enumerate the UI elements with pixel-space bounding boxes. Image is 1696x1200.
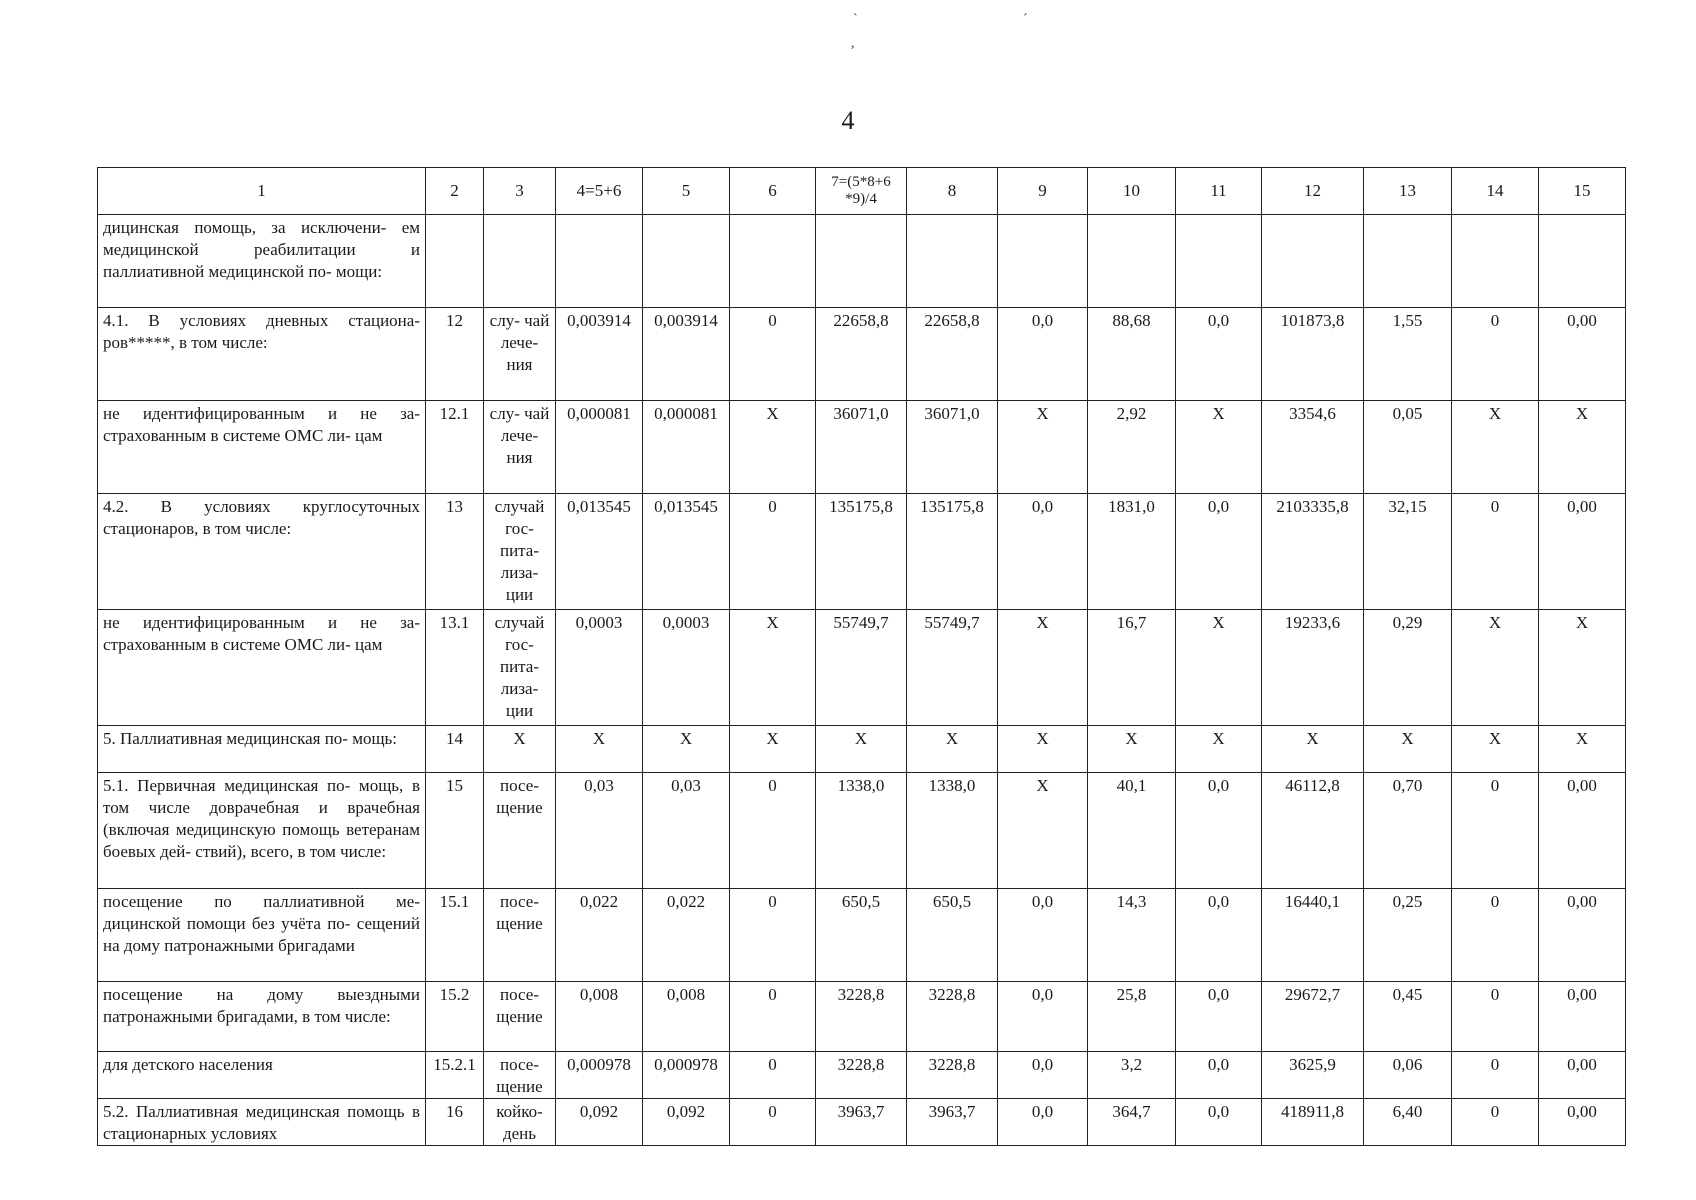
table-cell: 16,7 (1088, 610, 1176, 726)
table-cell: 0 (1452, 889, 1539, 982)
table-cell: X (1539, 610, 1626, 726)
table-cell: 418911,8 (1262, 1099, 1364, 1146)
table-cell: X (998, 773, 1088, 889)
unit-cell: посе- щение (484, 773, 556, 889)
row-label: 5.1. Первичная медицинская по- мощь, в том числе доврачебная и врачебная (включая медицинскую помощь ветеранам боевых дей- ствий), всего, в том числе: (98, 773, 426, 889)
table-cell: 0,00 (1539, 1052, 1626, 1099)
row-label: не идентифицированным и не за- страхованным в системе ОМС ли- цам (98, 610, 426, 726)
table-cell: 3625,9 (1262, 1052, 1364, 1099)
table-cell: 88,68 (1088, 308, 1176, 401)
column-header: 2 (426, 168, 484, 215)
table-row (98, 982, 1626, 1052)
table-cell: 0,06 (1364, 1052, 1452, 1099)
table-cell: 3354,6 (1262, 401, 1364, 494)
table-cell: 0 (1452, 308, 1539, 401)
table-cell: 0 (1452, 1052, 1539, 1099)
table-cell: X (730, 610, 816, 726)
table-cell: 2103335,8 (1262, 494, 1364, 610)
scan-speck: ˋ (853, 12, 858, 27)
table-cell: 0,013545 (556, 494, 643, 610)
table-cell: X (1262, 726, 1364, 773)
table-cell: 0,0 (1176, 982, 1262, 1052)
table-cell: 0 (730, 982, 816, 1052)
table-cell: X (1088, 726, 1176, 773)
column-header: 9 (998, 168, 1088, 215)
table-cell: 0 (730, 773, 816, 889)
column-header: 12 (1262, 168, 1364, 215)
table-cell: 0,013545 (643, 494, 730, 610)
table-cell: 0,0 (1176, 889, 1262, 982)
table-cell: 3228,8 (816, 1052, 907, 1099)
unit-cell: посе- щение (484, 1052, 556, 1099)
column-header: 11 (1176, 168, 1262, 215)
table-cell: 22658,8 (816, 308, 907, 401)
row-label: 5.2. Паллиативная медицинская помощь в стационарных условиях (98, 1099, 426, 1146)
table-cell: 0,0003 (556, 610, 643, 726)
table-cell: 0,000081 (556, 401, 643, 494)
scan-speck: ˊ (1023, 12, 1028, 27)
table-cell: 14,3 (1088, 889, 1176, 982)
table-cell: 0,0 (1176, 1052, 1262, 1099)
table-row (98, 610, 1626, 726)
row-label: 5. Паллиативная медицинская по- мощь: (98, 726, 426, 773)
table-cell: 55749,7 (907, 610, 998, 726)
table-cell: 3963,7 (907, 1099, 998, 1146)
unit-cell (484, 215, 556, 308)
table-cell: 55749,7 (816, 610, 907, 726)
table-cell: 15.2.1 (426, 1052, 484, 1099)
table-cell: 1,55 (1364, 308, 1452, 401)
table-cell: 0 (730, 308, 816, 401)
table-cell: 3,2 (1088, 1052, 1176, 1099)
table-cell: X (1539, 726, 1626, 773)
column-header: 15 (1539, 168, 1626, 215)
data-table (97, 167, 1626, 1146)
table-cell: 0,0 (998, 494, 1088, 610)
table-cell: 0,45 (1364, 982, 1452, 1052)
table-cell: X (998, 401, 1088, 494)
table-cell: 0,00 (1539, 308, 1626, 401)
table-cell: 650,5 (816, 889, 907, 982)
table-cell: 3228,8 (907, 982, 998, 1052)
table-cell: 0 (1452, 982, 1539, 1052)
column-header: 13 (1364, 168, 1452, 215)
table-cell: 12.1 (426, 401, 484, 494)
table-cell: 13.1 (426, 610, 484, 726)
table-cell (998, 215, 1088, 308)
table-cell: 40,1 (1088, 773, 1176, 889)
table-cell: 29672,7 (1262, 982, 1364, 1052)
table-cell: 0,0 (1176, 773, 1262, 889)
table-cell: X (1364, 726, 1452, 773)
column-header: 3 (484, 168, 556, 215)
table-cell: 0 (1452, 1099, 1539, 1146)
table-cell: 15.2 (426, 982, 484, 1052)
table-cell (907, 215, 998, 308)
table-row (98, 1052, 1626, 1099)
table-cell: 650,5 (907, 889, 998, 982)
row-label: 4.2. В условиях круглосуточных стационаров, в том числе: (98, 494, 426, 610)
table-cell: 0,00 (1539, 1099, 1626, 1146)
table-cell: 0,0 (998, 889, 1088, 982)
table-cell: 0,000978 (556, 1052, 643, 1099)
table-cell: 364,7 (1088, 1099, 1176, 1146)
table-cell: X (1452, 726, 1539, 773)
table-row (98, 308, 1626, 401)
table-cell: 0,0 (998, 1052, 1088, 1099)
table-cell: 0 (730, 1099, 816, 1146)
table-row (98, 726, 1626, 773)
table-cell: X (1176, 726, 1262, 773)
row-label: дицинская помощь, за исключени- ем медицинской реабилитации и паллиативной медицинской по- мощи: (98, 215, 426, 308)
table-cell: X (1452, 401, 1539, 494)
table-row (98, 215, 1626, 308)
table-cell: X (816, 726, 907, 773)
table-cell (1176, 215, 1262, 308)
table-cell: 0,008 (556, 982, 643, 1052)
scan-speck: , (851, 36, 855, 51)
table-cell: 0,00 (1539, 889, 1626, 982)
table-cell: 0,03 (556, 773, 643, 889)
table-cell: 0,008 (643, 982, 730, 1052)
table-cell: 0,00 (1539, 773, 1626, 889)
table-cell: 0 (1452, 773, 1539, 889)
table-cell: 0,03 (643, 773, 730, 889)
table-cell: 0,000978 (643, 1052, 730, 1099)
table-cell: 16 (426, 1099, 484, 1146)
table-cell: 0,022 (643, 889, 730, 982)
column-header: 6 (730, 168, 816, 215)
table-cell: X (556, 726, 643, 773)
column-header: 4=5+6 (556, 168, 643, 215)
unit-cell: слу- чай лече- ния (484, 401, 556, 494)
table-cell: 0,25 (1364, 889, 1452, 982)
column-header: 1 (98, 168, 426, 215)
table-cell: 15 (426, 773, 484, 889)
table-cell: 32,15 (1364, 494, 1452, 610)
table-cell: X (1539, 401, 1626, 494)
table-cell: X (730, 401, 816, 494)
table-cell: X (643, 726, 730, 773)
unit-cell: случай гос- пита- лиза- ции (484, 494, 556, 610)
table-cell (816, 215, 907, 308)
table-cell: X (1176, 401, 1262, 494)
column-header: 5 (643, 168, 730, 215)
table-cell: 0 (730, 889, 816, 982)
table-row (98, 494, 1626, 610)
table-row (98, 401, 1626, 494)
table-cell: 0 (1452, 494, 1539, 610)
table-cell: 19233,6 (1262, 610, 1364, 726)
table-cell: 6,40 (1364, 1099, 1452, 1146)
table-cell: 0 (730, 1052, 816, 1099)
table-cell: 0,0 (998, 308, 1088, 401)
table-cell (426, 215, 484, 308)
table-cell: X (907, 726, 998, 773)
row-label: не идентифицированным и не за- страхованным в системе ОМС ли- цам (98, 401, 426, 494)
column-header: 7=(5*8+6 *9)/4 (816, 168, 907, 215)
unit-cell: койко- день (484, 1099, 556, 1146)
table-body (98, 215, 1626, 1146)
table-cell: X (730, 726, 816, 773)
table-cell: 12 (426, 308, 484, 401)
table-cell: 0 (730, 494, 816, 610)
table-cell: 0,092 (643, 1099, 730, 1146)
row-label: посещение по паллиативной ме- дицинской помощи без учёта по- сещений на дому патронажными бригадами (98, 889, 426, 982)
table-cell: 0,70 (1364, 773, 1452, 889)
column-header: 10 (1088, 168, 1176, 215)
table-cell: 0,022 (556, 889, 643, 982)
table-cell: 15.1 (426, 889, 484, 982)
table-cell: 101873,8 (1262, 308, 1364, 401)
table-cell: 13 (426, 494, 484, 610)
unit-cell: X (484, 726, 556, 773)
unit-cell: слу- чай лече- ния (484, 308, 556, 401)
table-cell: 46112,8 (1262, 773, 1364, 889)
table-cell: 14 (426, 726, 484, 773)
table-cell: X (998, 610, 1088, 726)
table-cell: 135175,8 (907, 494, 998, 610)
table-cell: X (1176, 610, 1262, 726)
table-cell: 0,0 (998, 982, 1088, 1052)
table-cell (1452, 215, 1539, 308)
table-cell: X (998, 726, 1088, 773)
header-row (98, 168, 1626, 215)
table-cell: 135175,8 (816, 494, 907, 610)
table-cell: 0,0003 (643, 610, 730, 726)
unit-cell: посе- щение (484, 889, 556, 982)
table-cell (1539, 215, 1626, 308)
page-number: 4 (841, 106, 855, 135)
table-cell: 0,29 (1364, 610, 1452, 726)
table-cell (643, 215, 730, 308)
row-label: 4.1. В условиях дневных стациона- ров*****, в том числе: (98, 308, 426, 401)
column-header: 8 (907, 168, 998, 215)
table-cell: 1338,0 (816, 773, 907, 889)
table-cell: 0,05 (1364, 401, 1452, 494)
table-cell (730, 215, 816, 308)
table-row (98, 889, 1626, 982)
table-row (98, 1099, 1626, 1146)
table-cell (556, 215, 643, 308)
table-cell (1364, 215, 1452, 308)
table-cell: 0,003914 (556, 308, 643, 401)
table-cell: 2,92 (1088, 401, 1176, 494)
table-cell: 36071,0 (816, 401, 907, 494)
table-cell: 3228,8 (816, 982, 907, 1052)
table-cell: 0,003914 (643, 308, 730, 401)
table-cell (1262, 215, 1364, 308)
table-cell: 0,0 (998, 1099, 1088, 1146)
unit-cell: случай гос- пита- лиза- ции (484, 610, 556, 726)
table-cell: 1338,0 (907, 773, 998, 889)
table-cell (1088, 215, 1176, 308)
table-cell: 0,000081 (643, 401, 730, 494)
table-cell: 0,092 (556, 1099, 643, 1146)
table-cell: 0,00 (1539, 494, 1626, 610)
table-cell: X (1452, 610, 1539, 726)
table-cell: 1831,0 (1088, 494, 1176, 610)
table-cell: 22658,8 (907, 308, 998, 401)
row-label: посещение на дому выездными патронажными бригадами, в том числе: (98, 982, 426, 1052)
table-cell: 0,0 (1176, 494, 1262, 610)
table-cell: 16440,1 (1262, 889, 1364, 982)
table-row (98, 773, 1626, 889)
table-cell: 3228,8 (907, 1052, 998, 1099)
row-label: для детского населения (98, 1052, 426, 1099)
table-cell: 25,8 (1088, 982, 1176, 1052)
column-header: 14 (1452, 168, 1539, 215)
table-cell: 3963,7 (816, 1099, 907, 1146)
table-cell: 0,00 (1539, 982, 1626, 1052)
table-cell: 0,0 (1176, 308, 1262, 401)
table-cell: 0,0 (1176, 1099, 1262, 1146)
unit-cell: посе- щение (484, 982, 556, 1052)
table-cell: 36071,0 (907, 401, 998, 494)
